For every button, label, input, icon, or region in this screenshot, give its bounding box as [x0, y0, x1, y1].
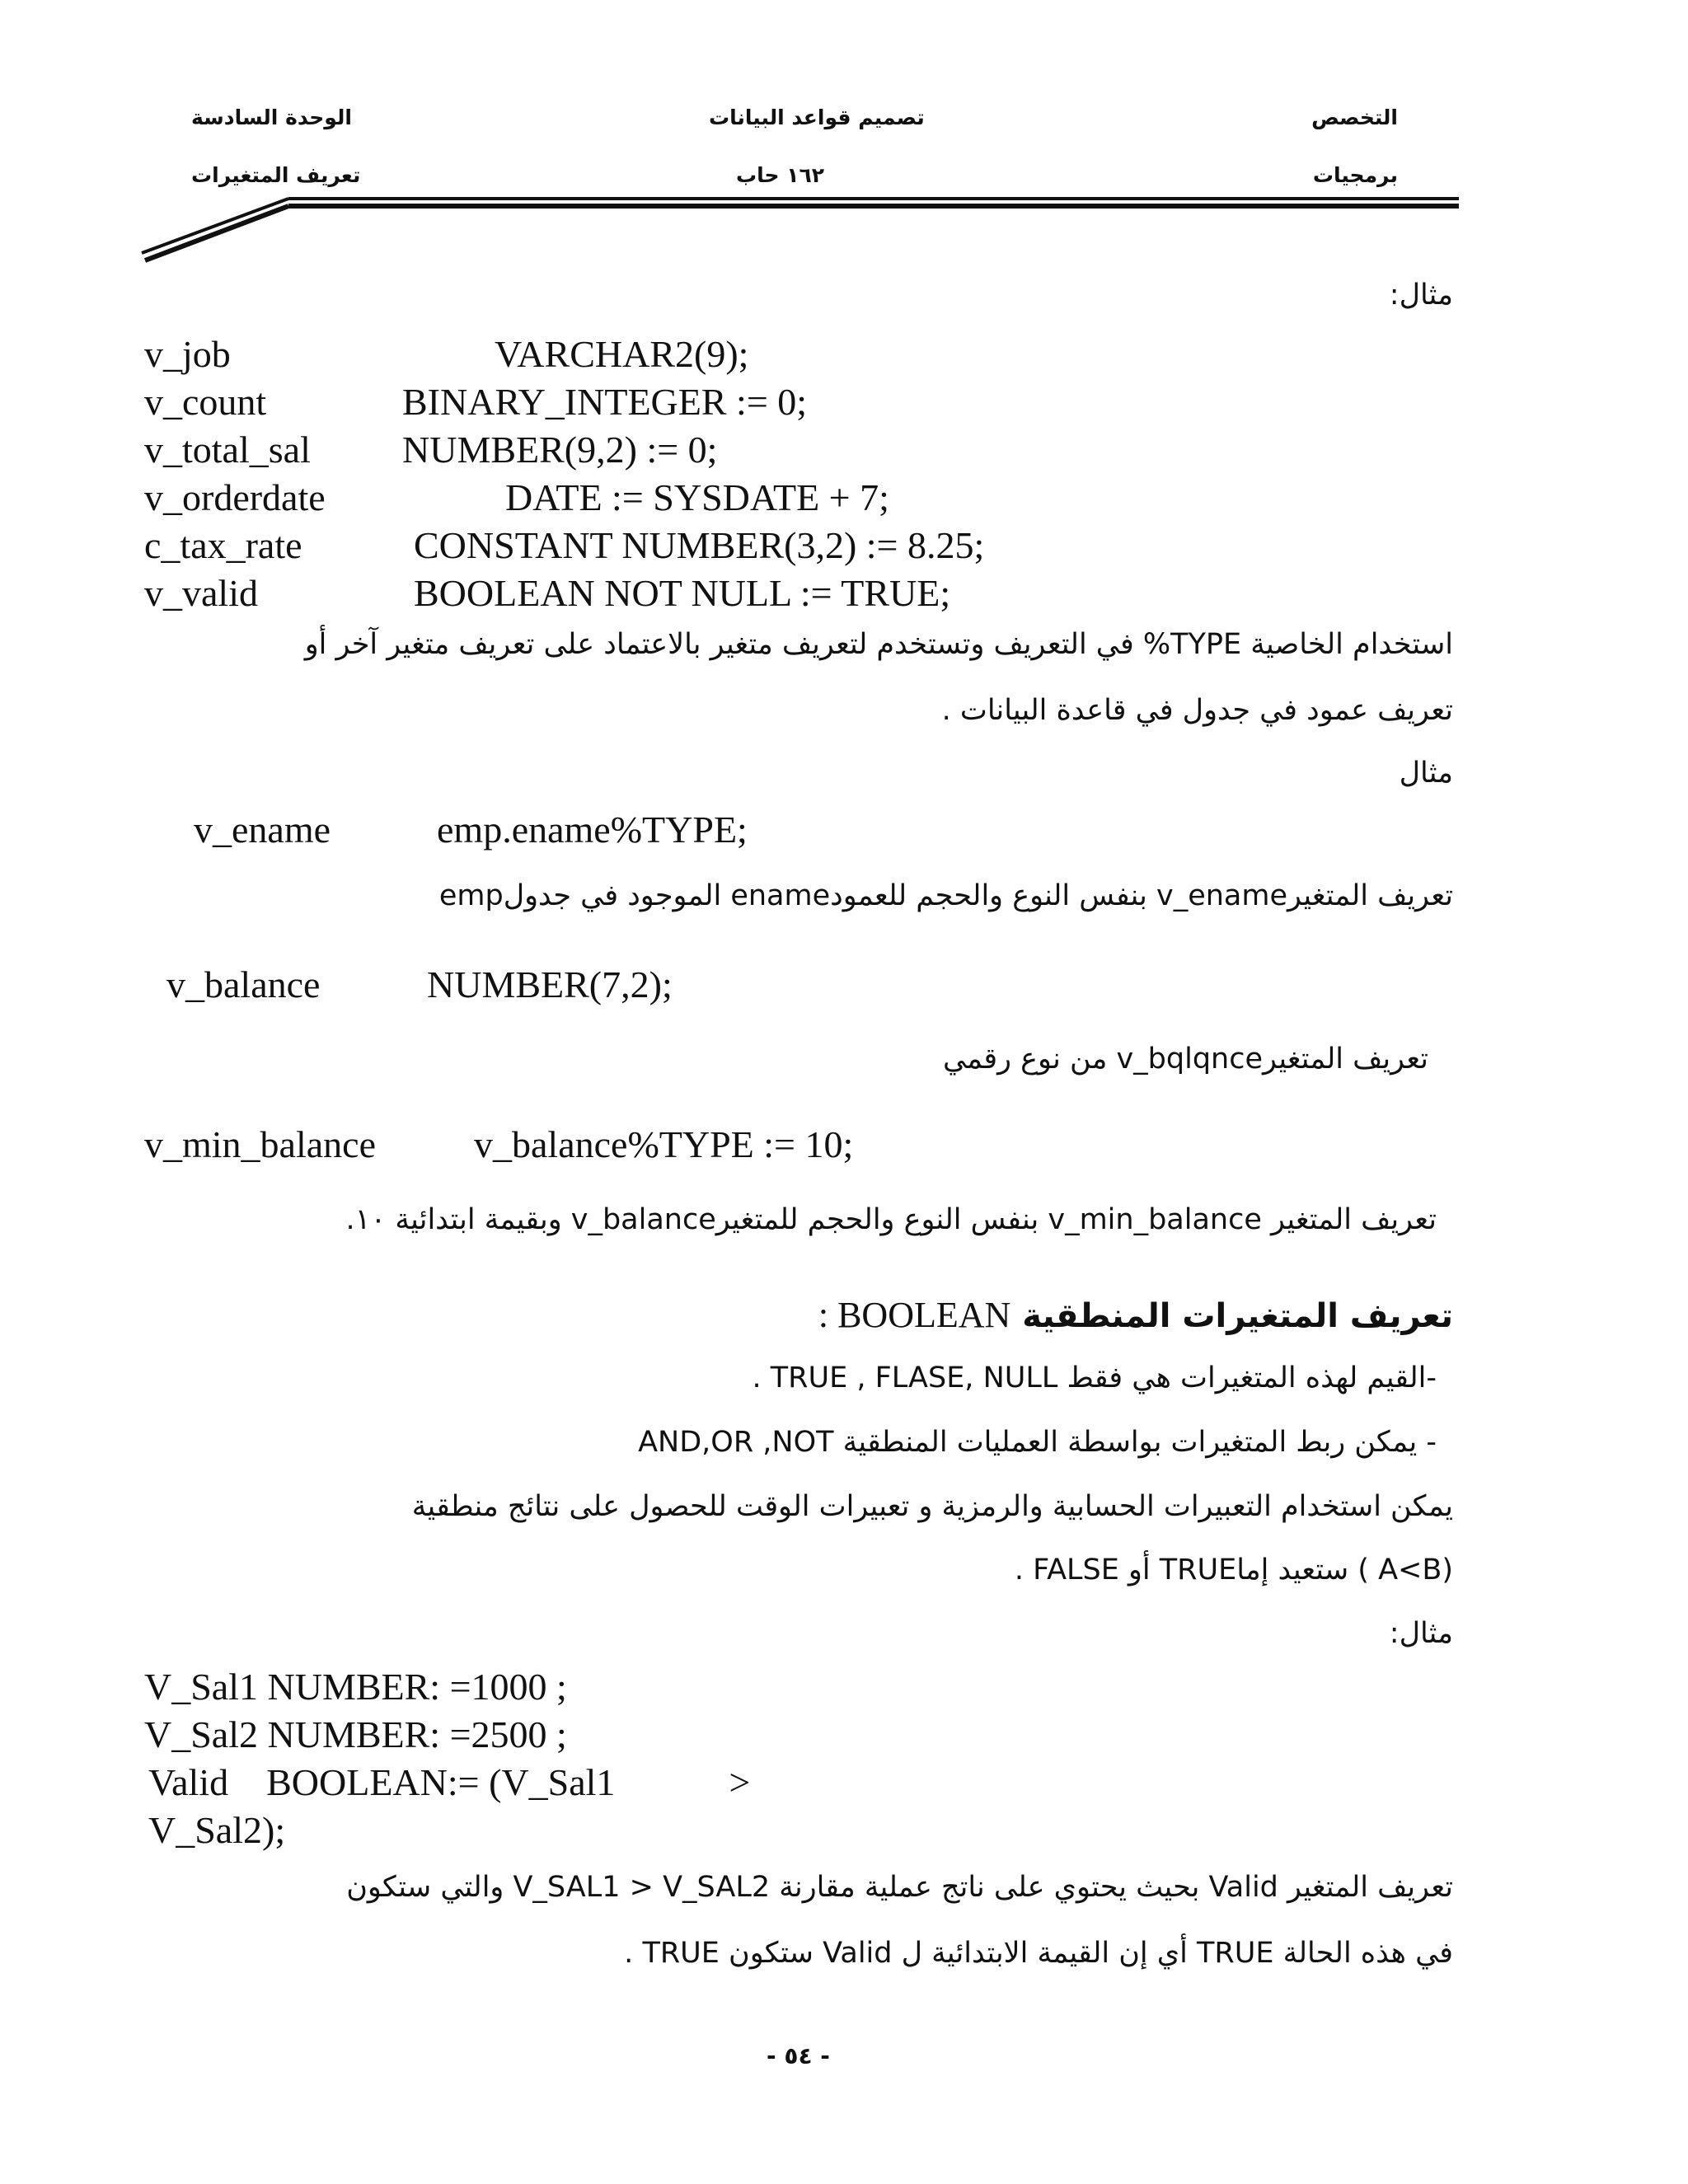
code-decl-c-tax-rate: CONSTANT NUMBER(3,2) := 8.25;: [414, 524, 985, 566]
type-para-line1: استخدام الخاصية TYPE% في التعريف وتستخدم لتعريف متغير بالاعتماد على تعريف متغير آخر أو: [304, 628, 1453, 661]
boolean-heading-code: BOOLEAN :: [818, 1295, 1011, 1335]
header-unit-title: تعريف المتغيرات: [191, 163, 361, 187]
code-decl-v-job: VARCHAR2(9);: [495, 333, 749, 375]
code-decl-v-orderdate: DATE := SYSDATE + 7;: [505, 476, 889, 518]
ex1-name: v_ename: [194, 808, 331, 851]
code-decl-v-count: BINARY_INTEGER := 0;: [402, 381, 808, 423]
code-name-v-total-sal: v_total_sal: [144, 429, 311, 471]
ex2-desc: تعريف المتغيرv_bqlqnce من نوع رقمي: [942, 1043, 1428, 1076]
code-name-v-valid: v_valid: [144, 572, 258, 614]
example-label-2: مثال: [1399, 757, 1453, 790]
ex3-desc: تعريف المتغير v_min_balance بنفس النوع والحجم للمتغيرv_balance وبقيمة ابتدائية ١٠.: [345, 1203, 1437, 1236]
bool-code-line-2: V_Sal2 NUMBER: =2500 ;: [144, 1713, 567, 1755]
header-unit-label: الوحدة السادسة: [191, 105, 352, 129]
example-label-3: مثال:: [1389, 1617, 1453, 1650]
ex3-decl: v_balance%TYPE := 10;: [474, 1123, 854, 1165]
boolean-desc-1: تعريف المتغير Valid بحيث يحتوي على ناتج عملية مقارنة V_SAL1 > V_SAL2 والتي ستكون: [346, 1871, 1453, 1904]
header-specialty-label: التخصص: [1311, 105, 1398, 129]
boolean-heading: [818, 1294, 1453, 1336]
code-name-v-orderdate: v_orderdate: [144, 476, 326, 518]
code-name-c-tax-rate: c_tax_rate: [144, 524, 302, 566]
boolean-bullet-1: -القيم لهذه المتغيرات هي فقط TRUE , FLASE, NULL .: [752, 1361, 1437, 1394]
bool-code-line-4: V_Sal2);: [148, 1809, 286, 1851]
bool-code-line-3: Valid BOOLEAN:= (V_Sal1 >: [148, 1761, 751, 1803]
code-name-v-job: v_job: [144, 333, 231, 375]
boolean-para-2: (A<B ) ستعيد إماTRUE أو FALSE .: [1014, 1554, 1453, 1586]
page-number: - ٥٤ -: [767, 2042, 830, 2069]
bool-code-line-1: V_Sal1 NUMBER: =1000 ;: [144, 1666, 567, 1708]
code-decl-v-total-sal: NUMBER(9,2) := 0;: [402, 429, 718, 471]
boolean-heading-text: تعريف المتغيرات المنطقية: [1022, 1297, 1453, 1335]
ex2-name: v_balance: [166, 963, 321, 1005]
type-para-line2: تعريف عمود في جدول في قاعدة البيانات .: [941, 694, 1453, 727]
ex3-name: v_min_balance: [144, 1123, 377, 1165]
ex1-desc: تعريف المتغيرv_ename بنفس النوع والحجم للعمودename الموجود في جدولemp: [438, 879, 1453, 912]
boolean-bullet-2: - يمكن ربط المتغيرات بواسطة العمليات المنطقية AND,OR ,NOT: [638, 1426, 1437, 1459]
header-specialty-value: برمجيات: [1312, 163, 1398, 187]
header-rule: [0, 0, 1688, 280]
boolean-desc-2: في هذه الحالة TRUE أي إن القيمة الابتدائية ل Valid ستكون TRUE .: [624, 1937, 1453, 1970]
code-decl-v-valid: BOOLEAN NOT NULL := TRUE;: [414, 572, 951, 614]
ex1-decl: emp.ename%TYPE;: [437, 808, 748, 851]
example-label-1: مثال:: [1389, 279, 1453, 312]
boolean-para-1: يمكن استخدام التعبيرات الحسابية والرمزية و تعبيرات الوقت للحصول على نتائج منطقية: [411, 1490, 1453, 1523]
code-name-v-count: v_count: [144, 381, 267, 423]
header-course-title: تصميم قواعد البيانات: [709, 105, 925, 129]
header-course-code: ١٦٢ حاب: [736, 163, 825, 187]
ex2-decl: NUMBER(7,2);: [427, 963, 673, 1005]
